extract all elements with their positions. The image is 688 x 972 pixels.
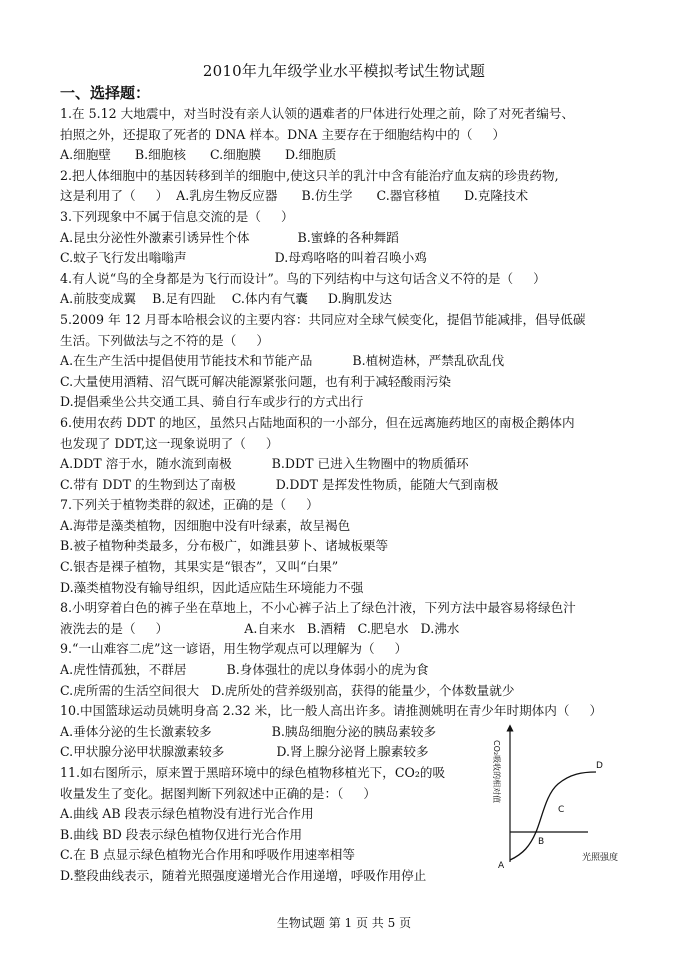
text-line: D.整段曲线表示，随着光照强度递增光合作用递增，呼吸作用停止 [60,867,427,883]
text-line: C.银杏是裸子植物，其果实是“银杏”，又叫“白果” [60,559,339,575]
text-line: 也发现了 DDT,这一现象说明了（ ） [60,435,279,451]
text-line: 拍照之外，还提取了死者的 DNA 样本。DNA 主要存在于细胞结构中的（ ） [60,126,506,142]
text-line: C.甲状腺分泌甲状腺激素较多 D.肾上腺分泌肾上腺素较多 [60,744,429,760]
text-line: C.大量使用酒精、沼气既可解决能源紧张问题，也有利于减轻酸雨污染 [60,373,452,389]
text-line: C.在 B 点显示绿色植物光合作用和呼吸作用速率相等 [60,847,355,863]
point-label-a: A [498,861,505,871]
text-line: 1.在 5.12 大地震中，对当时没有亲人认领的遇难者的尸体进行处理之前，除了对死者编号、 [60,106,575,121]
text-line: C.虎所需的生活空间很大 D.虎所处的营养级别高，获得的能量少，个体数量就少 [60,682,515,698]
text-line: 液洗去的是（ ） A.自来水 B.酒精 C.肥皂水 D.沸水 [60,620,460,636]
text-line: A.垂体分泌的生长激素较多 B.胰岛细胞分泌的胰岛素较多 [60,723,437,739]
co2-light-curve-figure [488,722,660,874]
section-heading: 一、选择题： [60,84,151,102]
text-line: 3.下列现象中不属于信息交流的是（ ） [60,208,294,224]
text-line: A.在生产生活中提倡使用节能技术和节能产品 B.植树造林，严禁乱砍乱伐 [60,353,505,369]
text-line: 6.使用农药 DDT 的地区，虽然只占陆地面积的一小部分，但在远离施药地区的南极企鹅体内 [60,414,575,430]
text-line: C.蚊子飞行发出嗡嗡声 D.母鸡咯咯的叫着召唤小鸡 [60,250,427,266]
text-line: 8.小明穿着白色的裤子坐在草地上，不小心裤子沾上了绿色汁液，下列方法中最容易将绿色汁 [60,600,576,616]
text-line: C.带有 DDT 的生物到达了南极 D.DDT 是挥发性物质，能随大气到南极 [60,476,499,492]
text-line: 4.有人说“鸟的全身都是为飞行而设计”。鸟的下列结构中与这句话含义不符的是（ ） [60,270,546,286]
co2-curve [510,772,596,860]
text-line: 2.把人体细胞中的基因转移到羊的细胞中,使这只羊的乳汁中含有能治疗血友病的珍贵药物, [60,167,559,183]
text-line: D.藻类植物没有输导组织，因此适应陆生环境能力不强 [60,579,364,595]
text-line: A.曲线 AB 段表示绿色植物没有进行光合作用 [60,806,314,822]
text-line: 7.下列关于植物类群的叙述，正确的是（ ） [60,497,319,513]
text-line: A.海带是藻类植物，因细胞中没有叶绿素，故呈褐色 [60,517,351,533]
page-title: 2010年九年级学业水平模拟考试生物试题 [202,62,486,80]
text-line: B.被子植物种类最多，分布极广，如潍县萝卜、诸城板栗等 [60,538,389,554]
x-axis-label: 光照强度 [582,853,619,863]
point-label-c: C [558,805,565,815]
text-line: B.曲线 BD 段表示绿色植物仅进行光合作用 [60,826,303,842]
text-line: 10.中国篮球运动员姚明身高 2.32 米，比一般人高出许多。请推测姚明在青少年时期体内（ ） [60,703,603,719]
text-line: 收量发生了变化。据图判断下列叙述中正确的是：（ ） [60,785,376,801]
text-line: D.提倡乘坐公共交通工具、骑自行车或步行的方式出行 [60,394,364,410]
text-line: A.昆虫分泌性外激素引诱异性个体 B.蜜蜂的各种舞蹈 [60,229,399,245]
text-line: A.前肢变成翼 B.足有四趾 C.体内有气囊 D.胸肌发达 [60,291,392,307]
point-label-b: B [538,837,545,847]
text-line: 5.2009 年 12 月哥本哈根会议的主要内容：共同应对全球气候变化，提倡节能减排，倡导低碳 [60,311,586,327]
text-line: 生活。下列做法与之不符的是（ ） [60,332,269,348]
y-axis-label: CO₂吸收的相对值 [492,740,501,804]
text-line: 这是利用了（ ） A.乳房生物反应器 B.仿生学 C.器官移植 D.克隆技术 [60,188,529,204]
point-label-d: D [596,761,603,771]
page-footer: 生物试题 第 1 页 共 5 页 [276,916,412,930]
text-line: 9.“一山难容二虎”这一谚语，用生物学观点可以理解为（ ） [60,641,408,657]
text-line: A.虎性情孤独，不群居 B.身体强壮的虎以身体弱小的虎为食 [60,662,429,678]
text-line: 11.如右图所示，原来置于黑暗环境中的绿色植物移植光下，CO₂的吸 [60,765,446,780]
text-line: A.细胞壁 B.细胞核 C.细胞膜 D.细胞质 [60,147,337,163]
text-line: A.DDT 溶于水，随水流到南极 B.DDT 已进入生物圈中的物质循环 [60,456,469,472]
